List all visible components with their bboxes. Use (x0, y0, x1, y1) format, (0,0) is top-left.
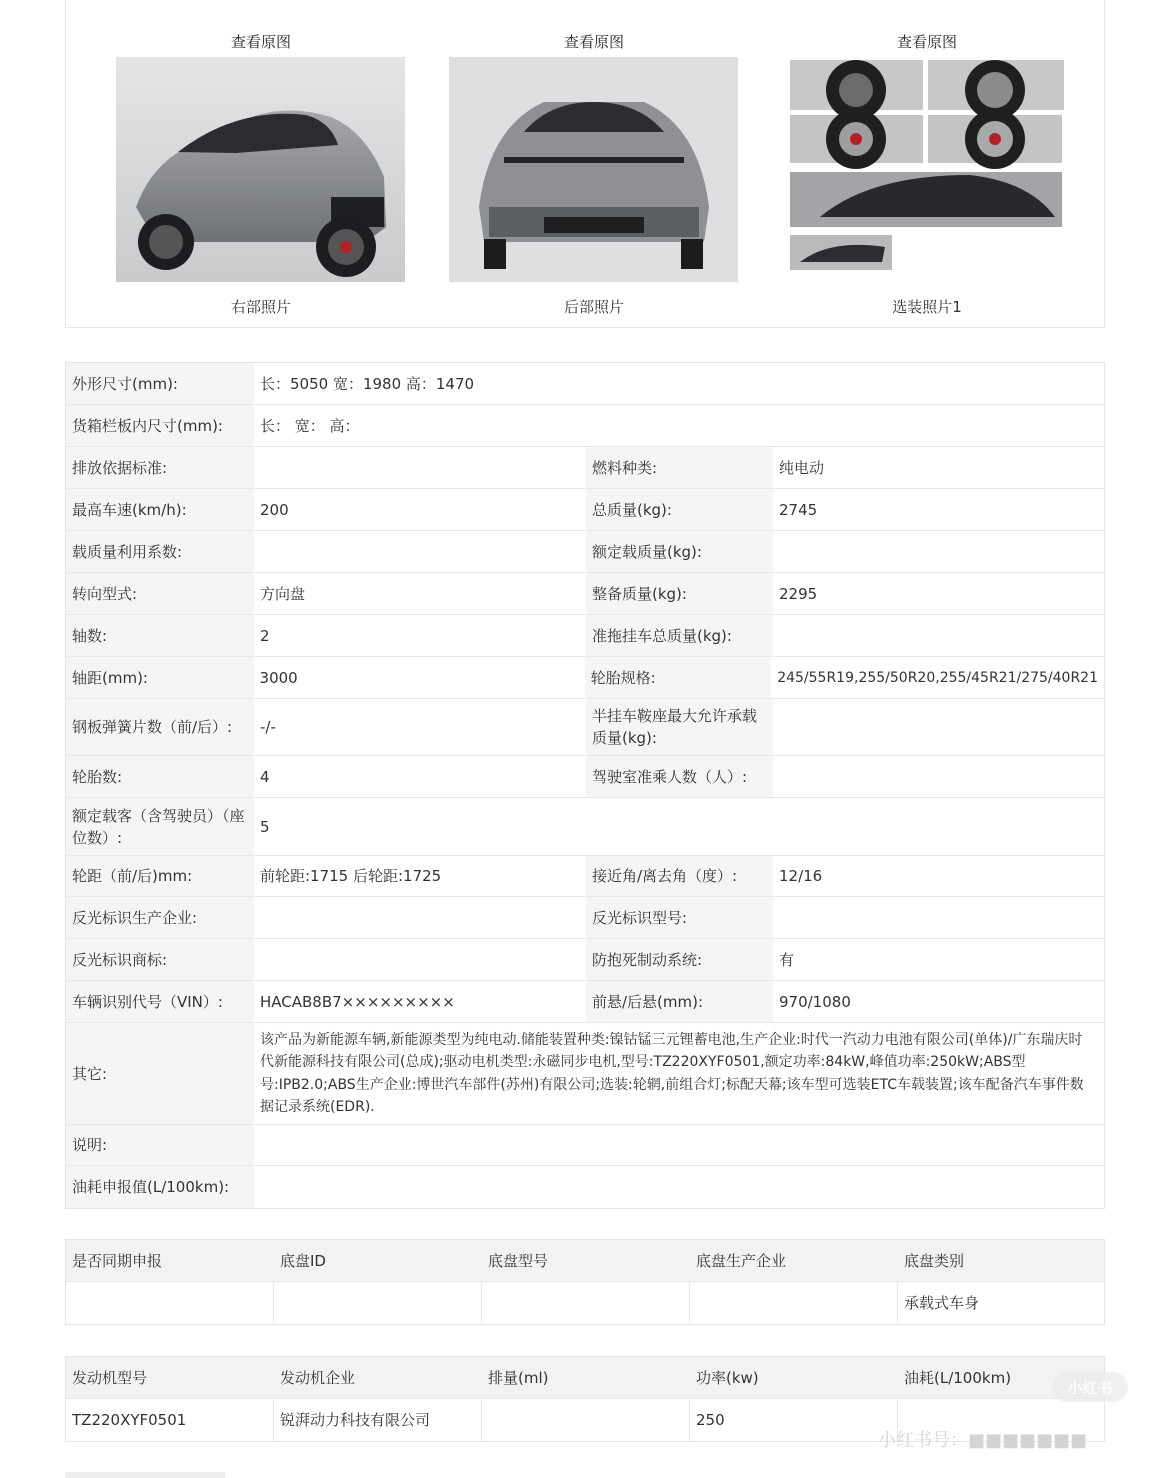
photo-caption: 右部照片 (230, 298, 291, 316)
spec-label: 半挂车鞍座最大允许承载质量(kg): (586, 699, 773, 755)
fuel-label: 油耗申报值(L/100km): (66, 1166, 254, 1208)
column-header: 是否同期申报 (66, 1240, 274, 1281)
table-row (66, 1282, 1104, 1324)
table-cell (690, 1282, 898, 1324)
table-row (66, 1125, 1104, 1166)
spec-label: 轮距（前/后)mm: (66, 856, 254, 896)
spec-label: 轴距(mm): (66, 657, 254, 698)
spec-label: 接近角/离去角（度）: (586, 856, 773, 896)
table-row (66, 798, 1104, 856)
note-label: 说明: (66, 1125, 254, 1165)
table-cell: 锐湃动力科技有限公司 (274, 1399, 482, 1441)
column-header: 功率(kw) (690, 1357, 898, 1398)
spec-label: 车辆识别代号（VIN）: (66, 981, 254, 1022)
table-row (66, 615, 1104, 657)
table-cell (482, 1399, 690, 1441)
spec-value (773, 531, 1104, 572)
table-cell (274, 1282, 482, 1324)
spec-value: 纯电动 (773, 447, 1104, 488)
photo-optional (777, 0, 1077, 328)
dimensions-label: 外形尺寸(mm): (66, 363, 254, 404)
other-label: 其它: (66, 1023, 254, 1124)
table-row (66, 489, 1104, 531)
spec-value: 2 (254, 615, 586, 656)
table-row (66, 1023, 1104, 1125)
column-header: 底盘生产企业 (690, 1240, 898, 1281)
table-row (66, 981, 1104, 1023)
spec-label: 防抱死制动系统: (586, 939, 773, 980)
spec-label: 驾驶室准乘人数（人）: (586, 756, 773, 797)
spec-label: 整备质量(kg): (586, 573, 773, 614)
spec-label: 轮胎规格: (585, 657, 772, 698)
spec-label: 轮胎数: (66, 756, 254, 797)
column-header: 油耗(L/100km) (898, 1357, 1104, 1398)
table-row (66, 699, 1104, 756)
column-header: 底盘型号 (482, 1240, 690, 1281)
table-header-row (66, 1357, 1104, 1399)
view-original-link[interactable]: 查看原图 (896, 33, 957, 51)
column-header: 排量(ml) (482, 1357, 690, 1398)
rear-car-photo[interactable] (449, 57, 738, 282)
view-original-link[interactable]: 查看原图 (230, 33, 291, 51)
photo-right (111, 0, 411, 328)
spec-value (254, 939, 586, 980)
spec-value: 970/1080 (773, 981, 1104, 1022)
table-row (66, 573, 1104, 615)
table-cell: TZ220XYF0501 (66, 1399, 274, 1441)
fuel-value (254, 1166, 1104, 1208)
spec-label: 额定载质量(kg): (586, 531, 773, 572)
right-side-car-photo[interactable] (116, 57, 405, 282)
spec-label: 燃料种类: (586, 447, 773, 488)
other-value: 该产品为新能源车辆,新能源类型为纯电动.储能装置种类:镍钴锰三元锂蓄电池,生产企业:时代一汽动力电池有限公司(单体)/广东瑞庆时代新能源科技有限公司(总成);驱动电机类型:永磁同步电机,型号:TZ220XYF0501,额定功率:84kW,峰值功率:250kW;ABS型号:IPB2.0;ABS生产企业:博世汽车部件(苏州)有限公司;选装:轮辋,前组合灯;标配天幕;该车型可选装ETC车载装置;该车配备汽车事件数据记录系统(EDR). (254, 1023, 1104, 1124)
table-row (66, 897, 1104, 939)
table-row (66, 657, 1104, 699)
spec-label: 最高车速(km/h): (66, 489, 254, 530)
table-cell (66, 1282, 274, 1324)
cargo-label: 货箱栏板内尺寸(mm): (66, 405, 254, 446)
table-cell: 承载式车身 (898, 1282, 1104, 1324)
spec-label: 反光标识商标: (66, 939, 254, 980)
spec-label: 转向型式: (66, 573, 254, 614)
cargo-value: 长： 宽： 高： (254, 405, 1104, 446)
seats-label: 额定载客（含驾驶员）（座位数）: (66, 798, 254, 855)
view-original-link[interactable]: 查看原图 (563, 33, 624, 51)
spec-label: 前悬/后悬(mm): (586, 981, 773, 1022)
spec-value (773, 897, 1104, 938)
column-header: 发动机企业 (274, 1357, 482, 1398)
spec-value: 200 (254, 489, 586, 530)
chassis-table (65, 1239, 1105, 1325)
table-row (66, 756, 1104, 798)
spec-value: 12/16 (773, 856, 1104, 896)
column-header: 底盘类别 (898, 1240, 1104, 1281)
spec-value (254, 897, 586, 938)
table-row (66, 939, 1104, 981)
spec-label: 排放依据标准: (66, 447, 254, 488)
table-row (66, 856, 1104, 897)
vin-value: HACAB8B7××××××××× (254, 981, 586, 1022)
spec-label: 反光标识型号: (586, 897, 773, 938)
spec-value: 前轮距:1715 后轮距:1725 (254, 856, 586, 896)
table-cell (482, 1282, 690, 1324)
spec-value (254, 531, 586, 572)
photo-caption: 后部照片 (563, 298, 624, 316)
note-value (254, 1125, 1104, 1165)
photo-rear (444, 0, 744, 328)
spec-value: 有 (773, 939, 1104, 980)
spec-value (773, 699, 1104, 755)
table-row (66, 447, 1104, 489)
spec-value: 4 (254, 756, 586, 797)
spec-label: 钢板弹簧片数（前/后）: (66, 699, 254, 755)
table-row (66, 405, 1104, 447)
tire-spec-value: 245/55R19,255/50R20,255/45R21/275/40R21 (771, 657, 1104, 698)
spec-value: 2745 (773, 489, 1104, 530)
spec-label: 总质量(kg): (586, 489, 773, 530)
spec-value: -/- (254, 699, 586, 755)
spec-value (773, 615, 1104, 656)
table-row (66, 531, 1104, 573)
watermark-text: 小红书号：■■■■■■■ (878, 1430, 1088, 1451)
bottom-strip (65, 1472, 225, 1478)
spec-table (65, 362, 1105, 1209)
table-row (66, 363, 1104, 405)
spec-label: 准拖挂车总质量(kg): (586, 615, 773, 656)
spec-value: 2295 (773, 573, 1104, 614)
watermark-logo: 小红书 (1052, 1372, 1128, 1402)
table-header-row (66, 1240, 1104, 1282)
photo-panel (65, 0, 1105, 328)
spec-value: 方向盘 (254, 573, 586, 614)
photo-caption: 选装照片1 (892, 298, 962, 316)
spec-value: 3000 (254, 657, 585, 698)
spec-label: 反光标识生产企业: (66, 897, 254, 938)
spec-value (773, 756, 1104, 797)
spec-label: 轴数: (66, 615, 254, 656)
seats-value: 5 (254, 798, 1104, 855)
column-header: 发动机型号 (66, 1357, 274, 1398)
spec-label: 载质量利用系数: (66, 531, 254, 572)
optional-parts-collage[interactable] (790, 57, 1079, 282)
spec-value (254, 447, 586, 488)
table-row (66, 1166, 1104, 1208)
dimensions-value: 长：5050 宽：1980 高：1470 (254, 363, 1104, 404)
table-cell: 250 (690, 1399, 898, 1441)
column-header: 底盘ID (274, 1240, 482, 1281)
